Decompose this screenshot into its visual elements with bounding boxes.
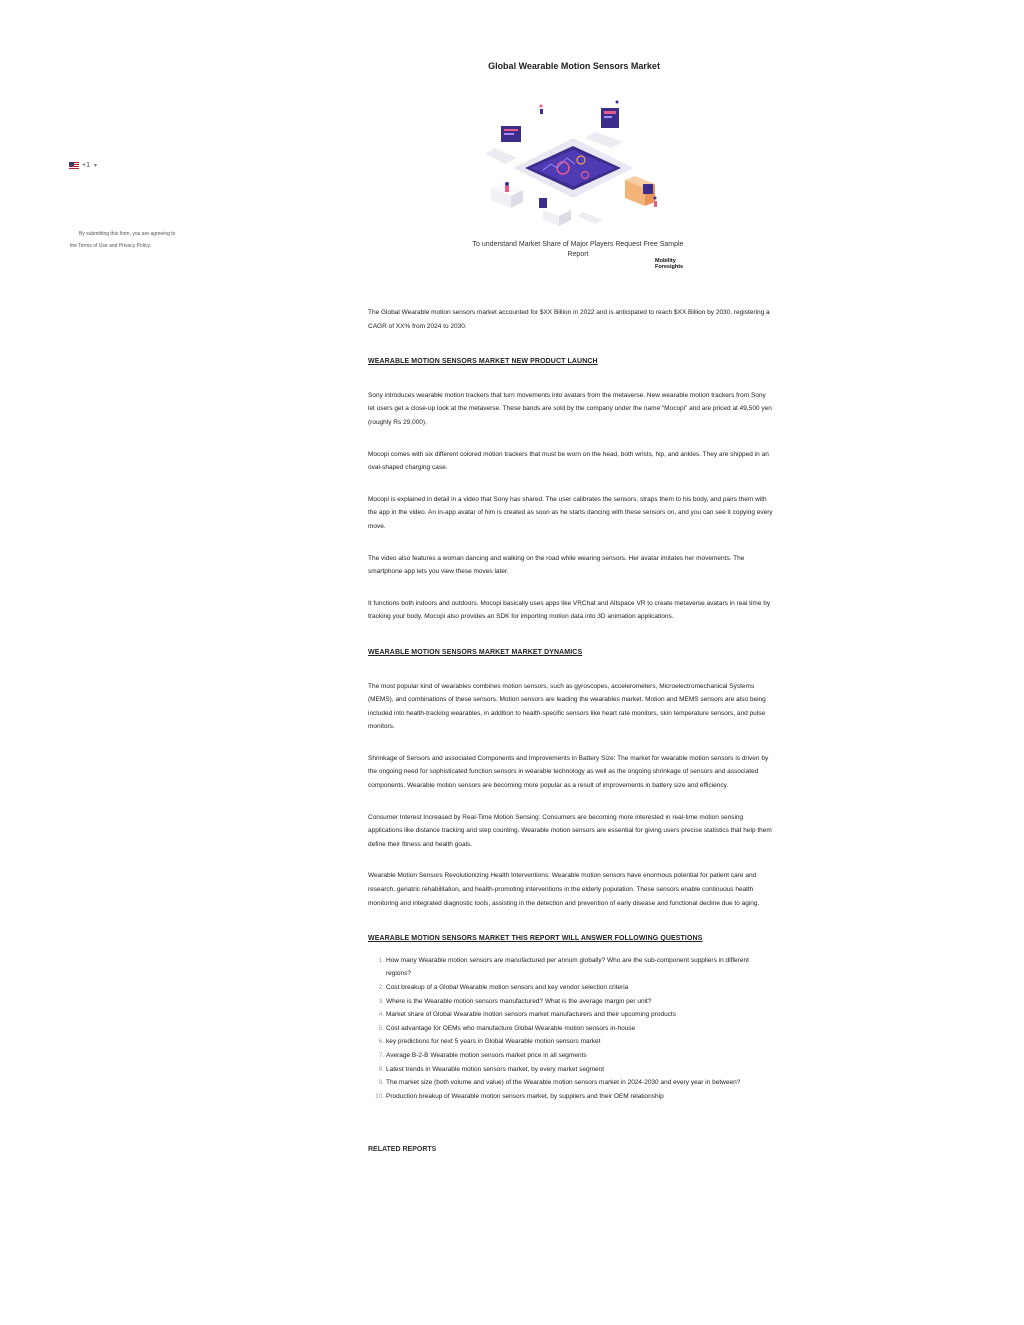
consent-line-1: By submitting this form, you are agreeing to bbox=[79, 231, 176, 237]
brand-line-2: Foresights bbox=[655, 264, 684, 270]
paragraph: Consumer Interest Increased by Real-Time Motion Sensing: Consumers are becoming more interested in real-time motion sensing applications like distance tracking and step counting. Wearable motion sensors are essential for giving users precise statistics that help them define their fitness and health goals. bbox=[368, 813, 772, 848]
list-item: 6. key predictions for next 5 years in Global Wearable motion sensors market bbox=[386, 1035, 774, 1049]
bottom-blocks-icon bbox=[539, 198, 603, 226]
intro-paragraph: The Global Wearable motion sensors market accounted for $XX Billion in 2022 and is anticipated to reach $XX Billion by 2030, registering a CAGR of XX% from 2024 to 2030. bbox=[368, 309, 770, 330]
platform-icon bbox=[513, 138, 633, 198]
list-item: 8. Latest trends in Wearable motion sensors market, by every market segment bbox=[386, 1063, 774, 1077]
steps-icon bbox=[491, 182, 523, 208]
paragraph: It functions both indoors and outdoors. Mocopi basically uses apps like VRChat and Altspace VR to create metaverse avatars in real time by tracking your body. Mocopi also provides an SDK for importing motion data into 3D animation applications. bbox=[368, 599, 771, 621]
paragraph: Wearable Motion Sensors Revolutionizing Health Interventions: Wearable motion sensors have enormous potential for patient care and research, geriatric rehabilitation, and health-promoting interventions in the elderly population. These sensors enable continuous health monitoring and integrated diagnostic tools, assisting in the detection and prevention of early disease and functional decline due to aging. bbox=[368, 872, 760, 907]
paragraph: The video also features a woman dancing and walking on the road while wearing sensors. Her avatar imitates her movements. The smartphone app lets you view these moves later. bbox=[368, 554, 745, 576]
list-item: 10. Production breakup of Wearable motion sensors market, by suppliers and their OEM relationship bbox=[386, 1090, 774, 1104]
related-reports-heading: RELATED REPORTS bbox=[368, 1146, 437, 1154]
questions-list bbox=[368, 954, 774, 1104]
list-item: 2. Cost breakup of a Global Wearable motion sensors and key vendor selection criteria bbox=[386, 981, 774, 995]
phone-code: +1 bbox=[82, 162, 90, 169]
brand-logo bbox=[655, 258, 683, 270]
list-item: 5. Cost advantage for OEMs who manufacture Global Wearable motion sensors in-house bbox=[386, 1022, 774, 1036]
list-item: 4. Market share of Global Wearable motion sensors market manufacturers and their upcoming products bbox=[386, 1008, 774, 1022]
right-screen-icon bbox=[585, 108, 623, 148]
phone-country-selector[interactable] bbox=[66, 160, 101, 171]
brand-line-1: Mobility bbox=[655, 258, 676, 264]
chevron-down-icon: ▼ bbox=[92, 162, 98, 169]
us-flag-icon bbox=[69, 162, 79, 169]
list-item: 1. How many Wearable motion sensors are manufactured per annum globally? Who are the sub-component suppliers in different regions? bbox=[386, 954, 774, 981]
list-item: 3. Where is the Wearable motion sensors manufactured? What is the average margin per unit? bbox=[386, 995, 774, 1009]
hero-illustration[interactable] bbox=[483, 98, 663, 234]
paragraph: Mocopi is explained in detail in a video that Sony has shared. The user calibrates the sensors, straps them to his body, and pairs them with the app in the video. An in-app avatar of him is created as soon as he starts dancing with these sensors on, and you can see it copying every move. bbox=[368, 495, 773, 530]
paragraph: Shrinkage of Sensors and associated Components and Improvements in Battery Size: The market for wearable motion sensors is driven by the ongoing need for sophisticated function sensors in wearable technology as well as the ongoing shrinkage of sensors and associated components. Wearable motion sensors are becoming more popular as a result of improvements in battery size and efficiency. bbox=[368, 754, 769, 790]
list-item: 9. The market size (both volume and value) of the Wearable motion sensors market in 2024-2030 and every year in between? bbox=[386, 1076, 774, 1090]
list-item: 7. Average B-2-B Wearable motion sensors market price in all segments bbox=[386, 1049, 774, 1063]
section-heading-questions: WEARABLE MOTION SENSORS MARKET THIS REPORT WILL ANSWER FOLLOWING QUESTIONS bbox=[368, 935, 703, 943]
hero-title: Global Wearable Motion Sensors Market bbox=[488, 61, 660, 71]
section-heading-product-launch: WEARABLE MOTION SENSORS MARKET NEW PRODUCT LAUNCH bbox=[368, 358, 598, 366]
orange-box-icon bbox=[625, 176, 655, 206]
consent-text bbox=[70, 228, 200, 252]
left-screen-icon bbox=[485, 126, 521, 164]
paragraph: Mocopi comes with six different colored motion trackers that must be worn on the head, both wrists, hip, and ankles. They are shipped in an oval-shaped charging case. bbox=[368, 450, 769, 472]
section-heading-market-dynamics: WEARABLE MOTION SENSORS MARKET MARKET DYNAMICS bbox=[368, 648, 583, 656]
request-sample-link[interactable]: To understand Market Share of Major Players Request Free Sample Report bbox=[472, 241, 684, 258]
article-body bbox=[368, 306, 774, 1157]
paragraph: The most popular kind of wearables combines motion sensors, such as gyroscopes, accelerometers, Microelectromechanical Systems (MEMS), and combinations of these sensors. Motion sensors are leading the wearables market. Motion and MEMS sensors are also being included into health-tracking wearables, in addition to health-specific sensors like heart rate monitors, skin temperature sensors, and pulse monitors. bbox=[368, 682, 766, 731]
consent-line-2: the Terms of Use and Privacy Policy. bbox=[70, 243, 151, 249]
paragraph: Sony introduces wearable motion trackers that turn movements into avatars from the metaverse. New wearable motion trackers from Sony let users get a close-up look at the metaverse. These bands are sold by the company under the name “Mocopi” and are priced at 49,500 yen (roughly Rs 29,000). bbox=[368, 391, 772, 426]
